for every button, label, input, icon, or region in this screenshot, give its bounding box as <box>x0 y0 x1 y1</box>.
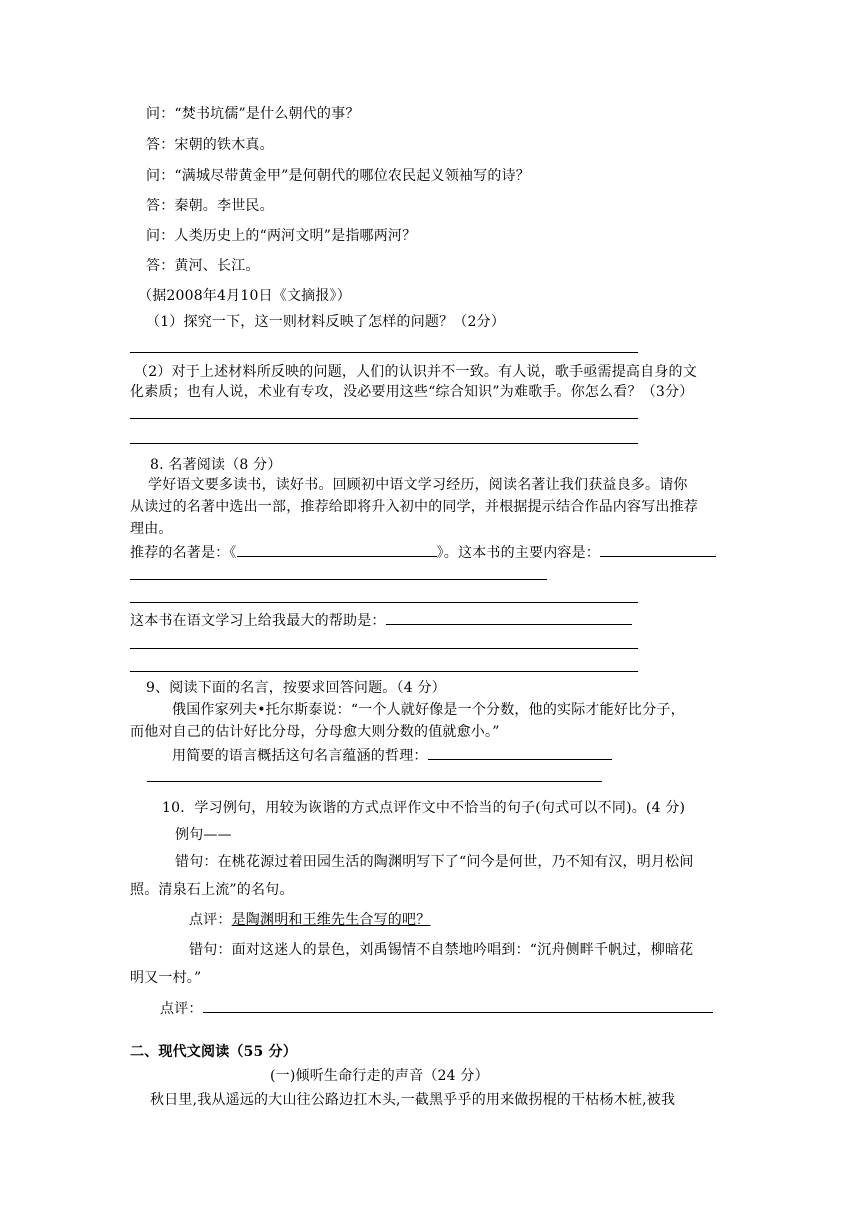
q10-comment-text: 是陶渊明和王维先生合写的吧？ <box>231 912 431 928</box>
answer-2: 答：秦朝。李世民。 <box>146 198 274 214</box>
help-label: 这本书在语文学习上给我最大的帮助是： <box>130 613 386 629</box>
q9-task-line <box>172 745 612 766</box>
q10-wrong1-line1: 错句：在桃花源过着田园生活的陶渊明写下了“问今是何世，乃不知有汉，明月松间 <box>175 854 694 870</box>
answer-line[interactable] <box>130 579 547 580</box>
q9-quote-line1: 俄国作家列夫•托尔斯泰说：“一个人就好像是一个分数，他的实际才能好比分子， <box>172 702 685 718</box>
question-3: 问：人类历史上的“两河文明”是指哪两河？ <box>146 228 417 244</box>
answer-line[interactable] <box>130 602 638 603</box>
question-1: 问：“焚书坑儒”是什么朝代的事？ <box>146 106 360 122</box>
section2-title: 二、现代文阅读（55 分） <box>130 1044 297 1060</box>
answer-1: 答：宋朝的铁木真。 <box>146 137 274 153</box>
book-title-blank[interactable] <box>237 542 437 557</box>
q10-answer-line <box>160 998 713 1019</box>
answer-line[interactable] <box>130 443 638 444</box>
answer-line[interactable] <box>130 671 638 672</box>
q9-quote-line2: 而他对自己的估计好比分母，分母愈大则分数的值就愈小。” <box>130 724 500 740</box>
answer-line[interactable] <box>147 781 602 782</box>
content-blank[interactable] <box>600 542 716 557</box>
recommend-prefix: 推荐的名著是：《 <box>130 545 237 561</box>
source-note: （据2008年4月10日《文摘报》） <box>138 288 351 304</box>
section2-para1: 秋日里,我从遥远的大山往公路边扛木头,一截黑乎乎的用来做拐棍的干枯杨木桩,被我 <box>150 1092 676 1108</box>
q10-wrong1-line2: 照。清泉石上流”的名句。 <box>130 882 294 898</box>
q8-title: 8. 名著阅读（8 分） <box>150 457 282 473</box>
q10-comment-label: 点评： <box>189 912 232 928</box>
answer-line[interactable] <box>130 418 638 419</box>
q8-recommend-line <box>130 542 716 563</box>
q8-help-line <box>130 610 632 631</box>
q10-wrong2-line1: 错句：面对这迷人的景色，刘禹锡情不自禁地吟唱到：“沉舟侧畔千帆过，柳暗花 <box>189 942 694 958</box>
q8-intro-line3: 理由。 <box>130 521 173 537</box>
q10-answer-label: 点评： <box>160 1001 203 1017</box>
q9-title: 9、阅读下面的名言，按要求回答问题。（4 分） <box>146 680 446 696</box>
recommend-mid: 》。这本书的主要内容是： <box>436 545 601 561</box>
q8-intro-line2: 从读过的名著中选出一部，推荐给即将升入初中的同学，并根据提示结合作品内容写出推荐 <box>130 499 698 515</box>
q9-task-blank[interactable] <box>428 745 612 760</box>
sub-question-2-line1: （2）对于上述材料所反映的问题，人们的认识并不一致。有人说，歌手亟需提高自身的文 <box>134 364 697 380</box>
answer-3: 答：黄河、长江。 <box>146 258 260 274</box>
q10-title: 10．学习例句，用较为诙谐的方式点评作文中不恰当的句子(句式可以不同)。(4 分) <box>162 800 686 816</box>
q8-intro-line1: 学好语文要多读书，读好书。回顾初中语文学习经历，阅读名著让我们获益良多。请你 <box>148 477 688 493</box>
q9-task: 用简要的语言概括这句名言蕴涵的哲理： <box>172 748 428 764</box>
q10-comment-line <box>189 910 430 930</box>
sub-question-1: （1）探究一下，这一则材料反映了怎样的问题？（2分） <box>146 314 506 330</box>
help-blank[interactable] <box>386 610 632 625</box>
sub-question-2-line2: 化素质；也有人说，术业有专攻，没必要用这些“综合知识”为难歌手。你怎么看？（3分） <box>130 384 694 400</box>
q10-wrong2-line2: 明又一村。” <box>130 970 202 986</box>
q10-example-label: 例句—— <box>175 827 232 843</box>
q10-answer-blank[interactable] <box>203 998 713 1013</box>
answer-line[interactable] <box>130 352 638 353</box>
section2-subtitle: (一)倾听生命行走的声音（24 分） <box>270 1068 489 1084</box>
answer-line[interactable] <box>130 648 638 649</box>
question-2: 问：“满城尽带黄金甲”是何朝代的哪位农民起义领袖写的诗？ <box>146 168 530 184</box>
